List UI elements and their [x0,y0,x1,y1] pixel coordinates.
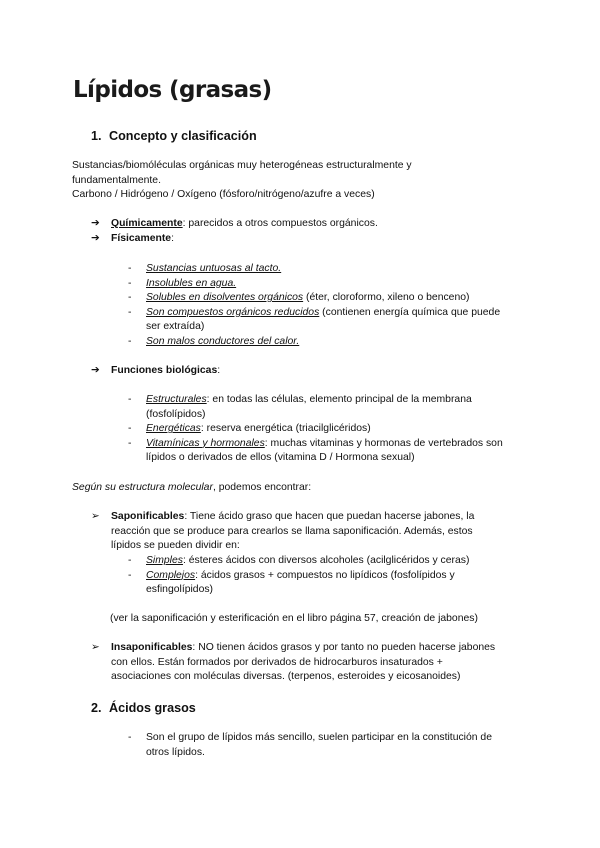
insaponificables-text-1: : NO tienen ácidos grasos y por tanto no pueden hacerse jabones [192,642,496,653]
arrow-bullet-icon: ➔ [91,218,100,229]
section-2-number: 2. [91,701,102,715]
section-1-heading [91,128,257,144]
funcion-term-2: Energéticas [146,423,201,435]
list-item [128,422,503,437]
fisica-colon: : [171,232,174,244]
fisica-term-2: Insolubles en agua. [146,277,237,289]
segun-paragraph [72,481,311,496]
insaponificables-term: Insaponificables [111,642,193,653]
section-1-number: 1. [91,129,102,143]
list-item [128,731,492,746]
saponificables-text-2: reacción que se produce para crearlos se llama saponificación. Además, estos [111,525,473,537]
quimica-term: Químicamente [111,218,183,229]
saponificables-sublist [128,554,469,598]
funcion-rest-3: : muchas vitaminas y hormonas de vertebrados son [264,437,503,449]
section-2-heading [91,700,196,716]
saponificables-term: Saponificables [111,511,185,522]
dash-bullet: - [128,335,132,347]
complejos-term: Complejos [146,569,196,581]
complejos-rest: : ácidos grasos + compuestos no lipídicos (fosfolípidos y [195,569,455,581]
fisica-term-4: Son compuestos orgánicos reducidos [146,306,320,318]
quimica-item [91,217,378,232]
list-item [128,335,500,350]
funcion-rest-2: : reserva energética (triacilglicéridos) [200,423,371,435]
arrow-bullet-icon: ➔ [91,365,100,376]
insaponificables-text-3: asociaciones con moléculas diversas. (terpenos, esteroides y eicosanoides) [111,671,461,683]
dash-bullet: - [128,306,132,318]
chevron-bullet-icon: ➢ [91,511,100,522]
dash-bullet: - [128,437,132,449]
dash-bullet: - [128,732,132,743]
dash-bullet: - [128,423,132,435]
intro-line-3: Carbono / Hidrógeno / Oxígeno (fósforo/nitrógeno/azufre a veces) [72,189,375,201]
funciones-term: Funciones biológicas [111,365,218,376]
funcion-term-3: Vitamínicas y hormonales [146,437,265,449]
dash-bullet: - [128,394,132,405]
quimica-text: : parecidos a otros compuestos orgánicos. [182,218,378,229]
dash-bullet: - [128,292,132,304]
list-item [128,437,503,452]
funcion-rest-1: : en todas las células, elemento principal de la membrana [206,394,472,405]
saponificables-line-1 [91,510,474,525]
intro-line-1: Sustancias/biomóléculas orgánicas muy heterogéneas estructuralmente y [72,160,412,171]
insaponificables-block [91,641,495,685]
list-item [128,554,469,569]
intro-paragraph [72,159,412,203]
arrow-bullet-icon: ➔ [91,232,100,244]
segun-rest: , podemos encontrar: [212,482,312,493]
acidos-text-2: otros lípidos. [146,746,205,758]
section-2-title: Ácidos grasos [109,701,196,715]
acidos-text-1: Son el grupo de lípidos más sencillo, suelen participar en la constitución de [146,732,492,743]
insaponificables-line-1 [91,641,495,656]
dash-bullet: - [128,277,132,289]
saponificables-text-1: : Tiene ácido graso que hacen que puedan hacerse jabones, la [184,511,475,522]
fisica-term: Físicamente [111,232,172,244]
fisica-list [128,262,500,350]
simples-rest: : ésteres ácidos con diversos alcoholes (acilglicéridos y ceras) [182,555,470,566]
fisica-term-5: Son malos conductores del calor. [146,335,300,347]
list-item [128,291,500,306]
funcion-term-1: Estructurales [146,394,207,405]
fisica-item-4-cont: ser extraída) [146,321,205,333]
funcion-cont-3: lípidos o derivados de ellos (vitamina D / Hormona sexual) [146,452,415,464]
section-1-title: Concepto y clasificación [109,129,257,143]
funciones-list [128,393,503,466]
fisica-term-1: Sustancias untuosas al tacto. [146,263,282,274]
fisica-item [91,232,378,247]
list-item [128,262,500,277]
fisica-rest-3: (éter, cloroformo, xileno o benceno) [303,292,470,304]
dash-bullet: - [128,569,132,581]
acidos-list [128,731,492,760]
simples-term: Simples [146,555,183,566]
dash-bullet: - [128,263,132,274]
arrow-list-1 [91,217,378,246]
dash-bullet: - [128,555,132,566]
list-item [128,393,503,408]
insaponificables-text-2: con ellos. Están formados por derivados de hidrocarburos insaturados + [111,656,443,668]
funciones-colon: : [217,365,221,376]
saponificables-text-3: lípidos se pueden dividir en: [111,540,240,552]
saponificables-block [91,510,474,554]
intro-line-2: fundamentalmente. [72,174,161,186]
list-item [128,277,500,292]
fisica-rest-4: (contienen energía química que puede [319,306,501,318]
page-title: Lípidos (grasas) [73,77,272,103]
segun-italic: Según su estructura molecular [72,482,213,493]
fisica-term-3: Solubles en disolventes orgánicos [146,292,304,304]
funcion-cont-1: (fosfolípidos) [146,408,206,420]
chevron-bullet-icon: ➢ [91,642,100,653]
complejos-cont: esfingolípidos) [146,584,214,596]
list-item [128,569,469,584]
list-item [128,306,500,321]
ver-note: (ver la saponificación y esterificación en el libro página 57, creación de jabones) [110,613,478,624]
funciones-item [91,364,220,379]
